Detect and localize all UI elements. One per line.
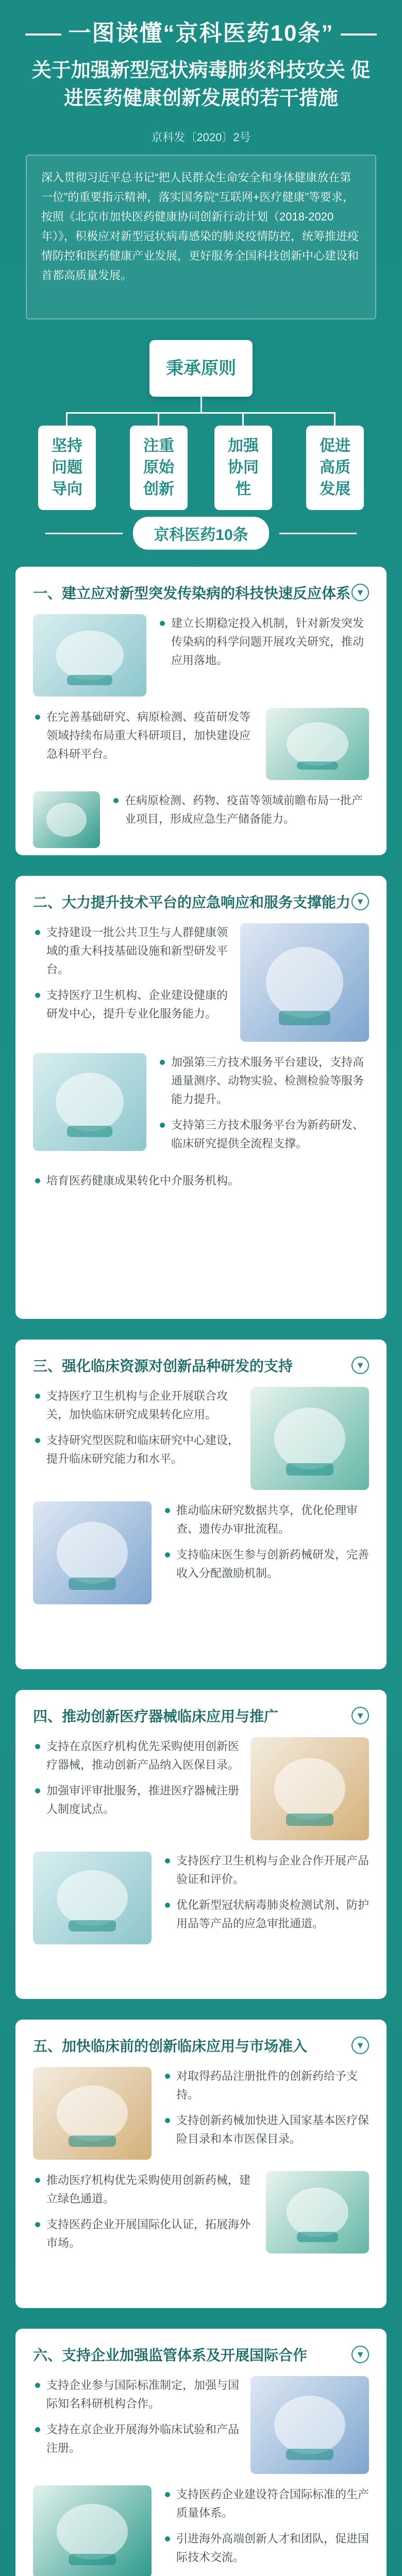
principle-3 xyxy=(214,412,272,510)
list-item: 支持在京企业开展海外临床试验和产品注册。 xyxy=(33,2420,239,2458)
page-title: 关于加强新型冠状病毒肺炎科技攻关 促进医药健康创新发展的若干措施 xyxy=(31,60,371,109)
list-item: 支持医疗卫生机构、企业建设健康的研发中心，提升专业化服务能力。 xyxy=(33,986,229,1023)
section-title: 一、建立应对新型突发传染病的科技快速反应体系 xyxy=(33,585,351,601)
list-item: 引进海外高端创新人才和团队，促进国际技术交流。 xyxy=(163,2530,369,2567)
list-item: 建立长期稳定投入机制，针对新发突发传染病的科学问题开展攻关研究，推动应用落地。 xyxy=(158,614,369,670)
list-item: 支持医疗卫生机构与企业开展联合攻关，加快临床研究成果转化应用。 xyxy=(33,1387,239,1424)
section-3 xyxy=(15,1340,387,1669)
illustration-image xyxy=(33,1053,146,1151)
section-6 xyxy=(15,2329,387,2576)
connector-horizontal xyxy=(67,412,335,414)
list-item: 推动医疗机构优先采购使用创新药械，建立绿色通道。 xyxy=(33,2171,255,2208)
list-item: 培育医药健康成果转化中介服务机构。 xyxy=(33,1172,369,1190)
illustration-image xyxy=(266,2171,369,2253)
list-item: 推动临床研究数据共享，优化伦理审查、遗传办审批流程。 xyxy=(163,1501,369,1538)
pretitle xyxy=(0,14,402,47)
left-dash xyxy=(25,33,61,36)
document-number: 京科发〔2020〕2号 xyxy=(151,131,251,144)
illustration-image xyxy=(33,1852,152,1944)
chevron-down-icon[interactable]: ▼ xyxy=(351,1357,369,1374)
section-4 xyxy=(15,1690,387,1999)
principle-2 xyxy=(130,412,188,510)
chevron-down-icon[interactable]: ▼ xyxy=(351,584,369,601)
band-label: 京科医药10条 xyxy=(133,517,269,550)
list-item: 支持医药企业开展国际化认证，拓展海外市场。 xyxy=(33,2215,255,2252)
pretitle-text: 一图读懂“京科医药10条” xyxy=(68,21,334,46)
principle-label: 加强协同性 xyxy=(214,426,272,510)
chevron-down-icon[interactable]: ▼ xyxy=(351,2346,369,2363)
principle-4 xyxy=(306,412,364,510)
chevron-down-icon[interactable]: ▼ xyxy=(351,2037,369,2054)
chevron-down-icon[interactable]: ▼ xyxy=(351,893,369,910)
principle-label: 坚持问题导向 xyxy=(38,426,96,510)
list-item: 支持创新药械加快进入国家基本医疗保险目录和本市医保目录。 xyxy=(163,2111,369,2148)
list-item: 在完善基础研究、病原检测、疫苗研发等领域持续布局重大科研项目，加快建设应急科研平台。 xyxy=(33,708,255,764)
connector-vertical xyxy=(200,397,202,412)
list-item: 对取得药品注册批件的创新药给予支持。 xyxy=(163,2067,369,2104)
header xyxy=(0,0,402,544)
section-title: 二、大力提升技术平台的应急响应和服务支撑能力 xyxy=(33,894,351,910)
chevron-down-icon[interactable]: ▼ xyxy=(351,1707,369,1724)
section-title: 六、支持企业加强监管体系及开展国际合作 xyxy=(33,2347,308,2363)
principle-label: 注重原始创新 xyxy=(130,426,188,510)
intro-text: 深入贯彻习近平总书记“把人民群众生命安全和身体健康放在第一位”的重要指示精神，落实国务院“互联网+医疗健康”等要求，按照《北京市加快医药健康协同创新行动计划（2018-2020年）》，积极应对新型冠状病毒感染的肺炎疫情防控，统筹推进疫情防控和医药健康产业发展，更好服务全国科技创新中心建设和首都高质量发展。 xyxy=(26,155,376,319)
right-dash xyxy=(341,33,377,36)
principle-1 xyxy=(38,412,96,510)
list-item: 加强审评审批服务，推进医疗器械注册人制度试点。 xyxy=(33,1782,239,1819)
principles-core: 秉承原则 xyxy=(149,340,253,397)
illustration-image xyxy=(33,614,146,697)
illustration-image xyxy=(250,2376,369,2474)
section-2 xyxy=(15,876,387,1319)
list-item: 支持在京医疗机构优先采购使用创新医疗器械，推动创新产品纳入医保目录。 xyxy=(33,1737,239,1774)
illustration-image xyxy=(33,2067,152,2160)
list-item: 支持建设一批公共卫生与人群健康领域的重大科技基础设施和新型研发平台。 xyxy=(33,923,229,979)
section-5 xyxy=(15,2020,387,2308)
illustration-image xyxy=(250,1737,369,1840)
section-title: 三、强化临床资源对创新品种研发的支持 xyxy=(33,1358,293,1374)
list-item: 加强第三方技术服务平台建设，支持高通量测序、动物实验、检测检验等服务能力提升。 xyxy=(158,1053,369,1109)
list-item: 支持第三方技术服务平台为新药研发、临床研究提供全流程支撑。 xyxy=(158,1116,369,1153)
list-item: 支持研究型医院和临床研究中心建设，提升临床研究能力和水平。 xyxy=(33,1431,239,1468)
illustration-image xyxy=(33,791,100,848)
illustration-image xyxy=(33,2485,152,2576)
list-item: 支持企业参与国际标准制定，加强与国际知名科研机构合作。 xyxy=(33,2376,239,2413)
section-band xyxy=(0,515,402,551)
section-title: 五、加快临床前的创新临床应用与市场准入 xyxy=(33,2038,308,2054)
illustration-image xyxy=(266,708,369,780)
principle-label: 促进高质发展 xyxy=(306,426,364,510)
section-title: 四、推动创新医疗器械临床应用与推广 xyxy=(33,1708,279,1724)
illustration-image xyxy=(250,1387,369,1490)
illustration-image xyxy=(240,923,369,1042)
illustration-image xyxy=(33,1501,152,1604)
list-item: 支持医疗卫生机构与企业合作开展产品验证和评价。 xyxy=(163,1852,369,1889)
list-item: 优化新型冠状病毒肺炎检测试剂、防护用品等产品的应急审批通道。 xyxy=(163,1896,369,1933)
list-item: 在病原检测、药物、疫苗等领域前瞻布局一批产业项目，形成应急生产储备能力。 xyxy=(111,791,369,828)
list-item: 支持医药企业建设符合国际标准的生产质量体系。 xyxy=(163,2485,369,2522)
list-item: 支持临床医生参与创新药械研发，完善收入分配激励机制。 xyxy=(163,1546,369,1583)
section-1 xyxy=(15,567,387,855)
